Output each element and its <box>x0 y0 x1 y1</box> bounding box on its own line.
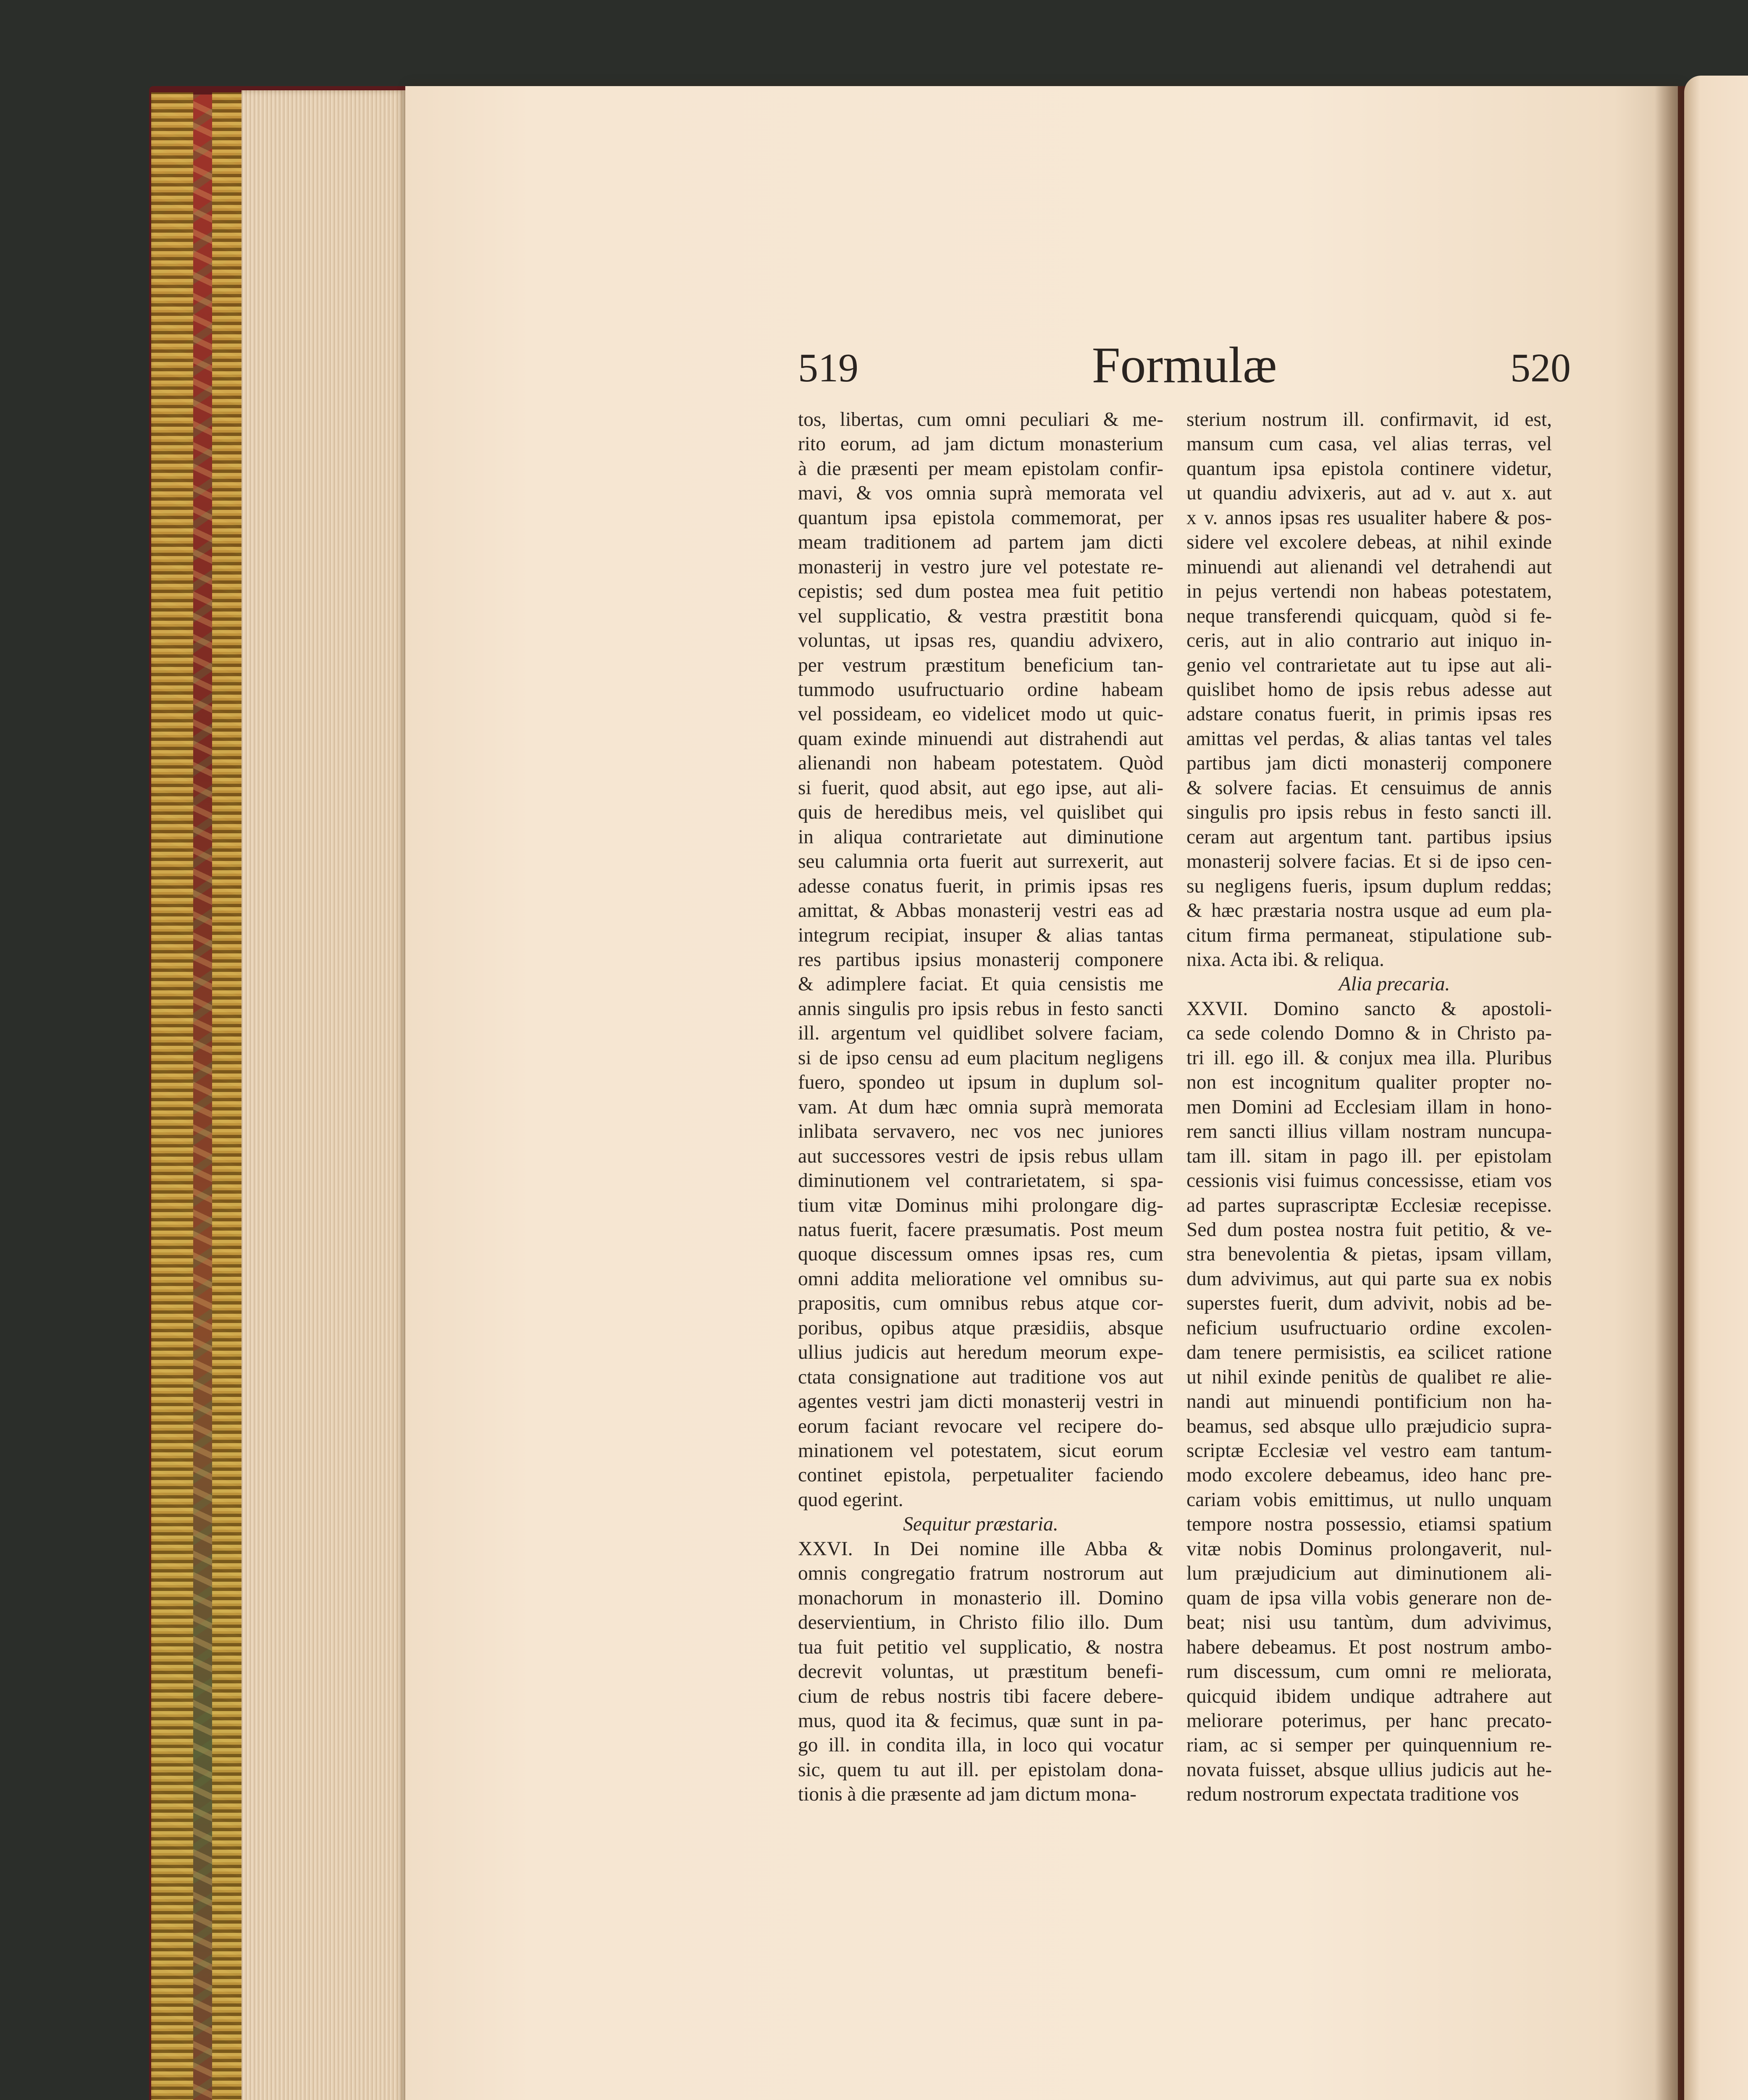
page-edges <box>241 90 405 2100</box>
text-line: x v. annos ipsas res usualiter habere & pos- <box>1186 507 1552 529</box>
text-line: stra benevolentia & pietas, ipsam villam, <box>1186 1243 1552 1265</box>
text-line: prapositis, cum omnibus rebus atque cor- <box>798 1292 1163 1315</box>
text-line: meam traditionem ad partem jam dicti <box>798 531 1163 554</box>
text-line: redum nostrorum expectata traditione vos <box>1186 1783 1519 1806</box>
page-number-left: 519 <box>798 345 858 390</box>
text-line: seu calumnia orta fuerit aut surrexerit, aut <box>798 850 1163 873</box>
text-line: vel possideam, eo videlicet modo ut quic- <box>798 703 1163 725</box>
text-line: & solvere facias. Et censuimus de annis <box>1186 777 1552 799</box>
text-line: monachorum in monasterio ill. Domino <box>798 1587 1163 1609</box>
gutter-shadow <box>1655 86 1684 2100</box>
text-line: quam exinde minuendi aut distrahendi aut <box>798 727 1163 750</box>
text-line: continet epistola, perpetualiter faciendo <box>798 1464 1163 1486</box>
text-line: & adimplere faciat. Et quia censistis me <box>798 973 1163 995</box>
text-line: mansum cum casa, vel alias terras, vel <box>1186 433 1552 455</box>
text-line: superstes fuerit, dum advivit, nobis ad be- <box>1186 1292 1552 1315</box>
text-line: sidere vel excolere debeas, at nihil exinde <box>1186 531 1552 554</box>
text-line: omni addita melioratione vel omnibus su- <box>798 1268 1163 1290</box>
text-line: quicquid ibidem undique adtrahere aut <box>1186 1685 1552 1707</box>
facing-page-edge <box>1684 76 1748 2100</box>
text-column-left <box>798 407 1163 1807</box>
text-line: habere debeamus. Et post nostrum ambo- <box>1186 1636 1552 1658</box>
text-line: neque transferendi quicquam, quòd si fe- <box>1186 605 1552 627</box>
text-line: rum discessum, cum omni re meliorata, <box>1186 1661 1552 1683</box>
text-line: decrevit voluntas, ut præstitum benefi- <box>798 1661 1163 1683</box>
text-line: minationem vel potestatem, sicut eorum <box>798 1440 1163 1462</box>
text-line: quam de ipsa villa vobis generare non de- <box>1186 1587 1552 1609</box>
text-line: in aliqua contrarietate aut diminutione <box>798 826 1163 848</box>
text-line: ceris, aut in alio contrario aut iniquo in- <box>1186 630 1552 652</box>
text-line: adesse conatus fuerit, in primis ipsas res <box>798 875 1163 897</box>
text-line: sterium nostrum ill. confirmavit, id est, <box>1186 409 1552 430</box>
text-line: mus, quod ita & fecimus, quæ sunt in pa- <box>798 1710 1163 1732</box>
text-line: cium de rebus nostris tibi facere debere- <box>798 1685 1163 1707</box>
section-heading: Sequitur præstaria. <box>903 1513 1058 1536</box>
text-line: mavi, & vos omnia suprà memorata vel <box>798 482 1163 504</box>
text-line: XXVI. In Dei nomine ille Abba & <box>798 1538 1163 1560</box>
text-line: lum præjudicium aut diminutionem ali- <box>1186 1562 1552 1585</box>
text-line: singulis pro ipsis rebus in festo sancti ill. <box>1186 801 1552 824</box>
text-line: ad partes suprascriptæ Ecclesiæ recepisse. <box>1186 1194 1552 1216</box>
text-line: deservientium, in Christo filio illo. Dum <box>798 1612 1163 1634</box>
text-line: alienandi non habeam potestatem. Quòd <box>798 752 1163 774</box>
text-line: su negligens fueris, ipsum duplum reddas; <box>1186 875 1552 897</box>
text-line: si de ipso censu ad eum placitum negligens <box>798 1047 1163 1069</box>
text-line: ullius judicis aut heredum meorum expe- <box>798 1341 1163 1364</box>
text-line: ceram aut argentum tant. partibus ipsius <box>1186 826 1552 848</box>
text-column-right <box>1186 407 1552 1807</box>
text-line: quislibet homo de ipsis rebus adesse aut <box>1186 678 1552 701</box>
text-line: cepistis; sed dum postea mea fuit petitio <box>798 580 1163 603</box>
text-line: per vestrum præstitum beneficium tan- <box>798 654 1163 676</box>
text-line: minuendi aut alienandi vel detrahendi aut <box>1186 556 1552 578</box>
text-line: dum advivimus, aut qui parte sua ex nobis <box>1186 1268 1552 1290</box>
text-line: à die præsenti per meam epistolam confir- <box>798 457 1163 480</box>
text-line: tionis à die præsente ad jam dictum mona- <box>798 1783 1136 1806</box>
text-line: diminutionem vel contrarietatem, si spa- <box>798 1170 1163 1192</box>
text-line: amittat, & Abbas monasterij vestri eas ad <box>798 900 1163 922</box>
text-line: sic, quem tu aut ill. per epistolam dona- <box>798 1759 1163 1781</box>
text-line: & hæc præstaria nostra usque ad eum pla- <box>1186 900 1552 922</box>
text-line: ca sede colendo Domno & in Christo pa- <box>1186 1022 1552 1045</box>
text-line: ut nihil exinde penitùs de qualibet re alie- <box>1186 1366 1552 1388</box>
text-line: genio vel contrarietate aut tu ipse aut ali- <box>1186 654 1552 676</box>
text-line: dam tenere permisistis, ea scilicet ratione <box>1186 1341 1552 1364</box>
text-line: tri ill. ego ill. & conjux mea illa. Pluribus <box>1186 1047 1552 1069</box>
text-line: novata fuisset, absque ullius judicis aut he- <box>1186 1759 1552 1781</box>
text-line: men Domini ad Ecclesiam illam in hono- <box>1186 1096 1552 1118</box>
text-line: ctata consignatione aut traditione vos aut <box>798 1366 1163 1388</box>
text-line: Sed dum postea nostra fuit petitio, & ve- <box>1186 1218 1552 1241</box>
text-line: tummodo usufructuario ordine habeam <box>798 678 1163 701</box>
text-line: rito eorum, ad jam dictum monasterium <box>798 433 1163 455</box>
text-line: tium vitæ Dominus mihi prolongare dig- <box>798 1194 1163 1216</box>
text-line: monasterij in vestro jure vel potestate re- <box>798 556 1163 578</box>
text-line: amittas vel perdas, & alias tantas vel tales <box>1186 727 1552 750</box>
text-line: tos, libertas, cum omni peculiari & me- <box>798 409 1163 430</box>
text-line: scriptæ Ecclesiæ vel vestro eam tantum- <box>1186 1440 1552 1462</box>
text-line: eorum faciant revocare vel recipere do- <box>798 1415 1163 1437</box>
text-line: beamus, sed absque ullo præjudicio supra- <box>1186 1415 1552 1437</box>
text-line: natus fuerit, facere præsumatis. Post meum <box>798 1218 1163 1241</box>
text-line: res partibus ipsius monasterij componere <box>798 948 1163 971</box>
text-line: partibus jam dicti monasterij componere <box>1186 752 1552 774</box>
text-line: nixa. Acta ibi. & reliqua. <box>1186 948 1384 971</box>
text-line: tua fuit petitio vel supplicatio, & nostra <box>798 1636 1163 1658</box>
text-line: ill. argentum vel quidlibet solvere faciam, <box>798 1022 1163 1045</box>
text-line: poribus, opibus atque præsidiis, absque <box>798 1317 1163 1339</box>
text-line: ut quandiu advixeris, aut ad v. aut x. aut <box>1186 482 1552 504</box>
text-line: inlibata servavero, nec vos nec juniores <box>798 1121 1163 1143</box>
text-line: adstare conatus fuerit, in primis ipsas res <box>1186 703 1552 725</box>
text-line: quis de heredibus meis, vel quislibet qui <box>798 801 1163 824</box>
running-header <box>798 336 1571 399</box>
section-heading: Alia precaria. <box>1339 973 1450 995</box>
text-line: agentes vestri jam dicti monasterij vestri in <box>798 1391 1163 1413</box>
text-line: voluntas, ut ipsas res, quandiu advixero, <box>798 630 1163 652</box>
text-line: annis singulis pro ipsis rebus in festo sancti <box>798 998 1163 1020</box>
text-line: vel supplicatio, & vestra præstitit bona <box>798 605 1163 627</box>
text-line: nandi aut minuendi pontificium non ha- <box>1186 1391 1552 1413</box>
text-line: vitæ nobis Dominus prolongaverit, nul- <box>1186 1538 1552 1560</box>
text-line: tam ill. sitam in pago ill. per epistolam <box>1186 1145 1552 1167</box>
text-line: aut successores vestri de ipsis rebus ullam <box>798 1145 1163 1167</box>
text-line: in pejus vertendi non habeas potestatem, <box>1186 580 1552 603</box>
gilt-border-outer <box>151 92 193 2100</box>
text-line: riam, ac si semper per quinquennium re- <box>1186 1734 1552 1756</box>
text-line: vam. At dum hæc omnia suprà memorata <box>798 1096 1163 1118</box>
text-line: non est incognitum qualiter propter no- <box>1186 1071 1552 1094</box>
text-line: integrum recipiat, insuper & alias tantas <box>798 924 1163 946</box>
text-line: neficium usufructuario ordine excolen- <box>1186 1317 1552 1339</box>
text-line: quod egerint. <box>798 1488 903 1511</box>
text-line: go ill. in condita illa, in loco qui vocatur <box>798 1734 1163 1756</box>
text-line: si fuerit, quod absit, aut ego ipse, aut ali- <box>798 777 1163 799</box>
text-line: modo excolere debeamus, ideo hanc pre- <box>1186 1464 1552 1486</box>
text-line: tempore nostra possessio, etiamsi spatium <box>1186 1513 1552 1536</box>
text-line: cessionis visi fuimus concessisse, etiam vos <box>1186 1170 1552 1192</box>
text-line: quoque discessum omnes ipsas res, cum <box>798 1243 1163 1265</box>
text-line: quantum ipsa epistola continere videtur, <box>1186 457 1552 480</box>
text-line: rem sancti illius villam nostram nuncupa- <box>1186 1121 1552 1143</box>
text-line: citum firma permaneat, stipulatione sub- <box>1186 924 1552 946</box>
text-line: quantum ipsa epistola commemorat, per <box>798 507 1163 529</box>
text-line: fuero, spondeo ut ipsum in duplum sol- <box>798 1071 1163 1094</box>
text-line: monasterij solvere facias. Et si de ipso cen- <box>1186 850 1552 873</box>
running-title: Formulæ <box>1092 337 1277 394</box>
page-number-right: 520 <box>1510 345 1571 390</box>
text-line: cariam vobis emittimus, ut nullo unquam <box>1186 1488 1552 1511</box>
text-line: XXVII. Domino sancto & apostoli- <box>1186 998 1552 1020</box>
text-line: beat; nisi usu tantùm, dum advivimus, <box>1186 1612 1552 1634</box>
text-line: omnis congregatio fratrum nostrorum aut <box>798 1562 1163 1585</box>
gilt-border-inner <box>212 92 241 2100</box>
text-line: meliorare poterimus, per hanc precato- <box>1186 1710 1552 1732</box>
